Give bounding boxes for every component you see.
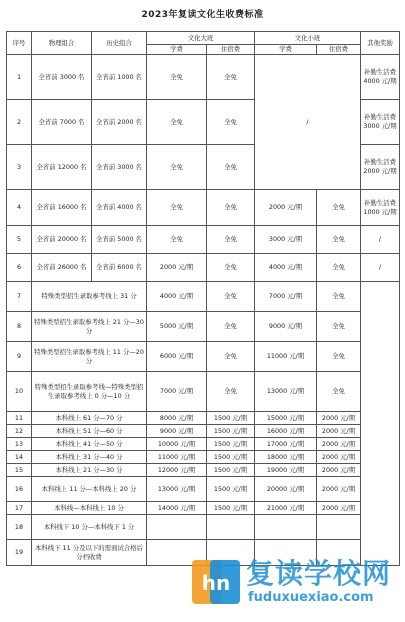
cell-other: 补勤生活费 1000 元/期: [361, 190, 400, 226]
cell-physics: 全省前 26000 名: [32, 254, 92, 282]
table-row: [7, 502, 400, 515]
cell-small-tuition: 17000 元/期: [255, 438, 317, 451]
cell-category: 本科线上 31 分—40 分: [32, 451, 147, 464]
cell-small-tuition: 13000 元/期: [255, 372, 317, 412]
cell-large-tuition: 全免: [147, 55, 207, 100]
cell-no: 6: [7, 254, 32, 282]
cell-no: 17: [7, 502, 32, 515]
table-row: [7, 282, 400, 312]
cell-large-lodging: 全免: [207, 145, 255, 190]
cell-large-tuition: 12000 元/期: [147, 464, 207, 477]
cell-small-lodging: 2000 元/期: [317, 451, 361, 464]
fee-table: [6, 31, 400, 566]
cell-large-tuition: 10000 元/期: [147, 438, 207, 451]
cell-large-tuition: 2000 元/期: [147, 254, 207, 282]
table-row: [7, 342, 400, 372]
cell-category: 特殊类型招生录取参考线—特殊类型招生录取参考线上 0 分—10 分: [32, 372, 147, 412]
cell-large-tuition: 6000 元/期: [147, 342, 207, 372]
cell-large-lodging: 全免: [207, 100, 255, 145]
cell-small-tuition: 15000 元/期: [255, 412, 317, 425]
cell-large-tuition: 13000 元/期: [147, 477, 207, 502]
cell-small-lodging: 全免: [317, 282, 361, 312]
watermark: [192, 552, 402, 612]
cell-no: 9: [7, 342, 32, 372]
cell-no: 7: [7, 282, 32, 312]
cell-small-lodging: 2000 元/期: [317, 502, 361, 515]
cell-small-tuition: 11000 元/期: [255, 342, 317, 372]
cell-category: 本科线下 11 分及以下的需面试合格后分档收费: [32, 540, 147, 566]
cell-other: /: [361, 254, 400, 282]
table-row: [7, 464, 400, 477]
cell-category: 本科线下 10 分—本科线下 1 分: [32, 515, 147, 540]
cell-large-tuition: 9000 元/期: [147, 425, 207, 438]
cell-large-tuition: 8000 元/期: [147, 412, 207, 425]
cell-no: 5: [7, 226, 32, 254]
cell-small-lodging: 2000 元/期: [317, 425, 361, 438]
cell-large-tuition: [147, 515, 207, 540]
cell-history: 全省前 6000 名: [92, 254, 147, 282]
cell-no: 4: [7, 190, 32, 226]
cell-other: /: [361, 226, 400, 254]
table-row: [7, 438, 400, 451]
cell-no: 15: [7, 464, 32, 477]
cell-category: 特殊类型招生录取参考线上 11 分—20 分: [32, 342, 147, 372]
cell-large-lodging: 全免: [207, 190, 255, 226]
cell-physics: 全省前 16000 名: [32, 190, 92, 226]
cell-small-tuition: 9000 元/期: [255, 312, 317, 342]
cell-small-lodging: 2000 元/期: [317, 464, 361, 477]
table-row: [7, 312, 400, 342]
cell-physics: 全省前 20000 名: [32, 226, 92, 254]
cell-large-tuition: 全免: [147, 190, 207, 226]
cell-no: 3: [7, 145, 32, 190]
cell-large-tuition: 5000 元/期: [147, 312, 207, 342]
cell-history: 全省前 5000 名: [92, 226, 147, 254]
cell-small-lodging: 全免: [317, 190, 361, 226]
cell-category: 本科线上 51 分—60 分: [32, 425, 147, 438]
cell-small-tuition: [255, 515, 317, 540]
cell-large-lodging: 1500 元/期: [207, 464, 255, 477]
cell-large-tuition: 全免: [147, 145, 207, 190]
watermark-url: fuduxuexiao.com: [248, 590, 374, 605]
cell-category: 本科线—本科线上 10 分: [32, 502, 147, 515]
cell-large-lodging: 1500 元/期: [207, 451, 255, 464]
cell-physics: 全省前 12000 名: [32, 145, 92, 190]
cell-large-lodging: 1500 元/期: [207, 438, 255, 451]
cell-large-lodging: 1500 元/期: [207, 425, 255, 438]
cell-category: 特殊类型招生录取参考线上 31 分: [32, 282, 147, 312]
header-physics: 物理组合: [32, 32, 92, 55]
cell-small-lodging: 全免: [317, 342, 361, 372]
cell-large-lodging: 1500 元/期: [207, 477, 255, 502]
page-title: 2023年复读文化生收费标准: [141, 10, 264, 20]
cell-small-lodging: 2000 元/期: [317, 412, 361, 425]
header-small-lodging: 住宿费: [317, 45, 361, 55]
cell-no: 1: [7, 55, 32, 100]
header-large-class: 文化大班: [147, 32, 255, 45]
cell-no: 18: [7, 515, 32, 540]
header-other: 其他奖励: [361, 32, 400, 55]
cell-small-tuition: 7000 元/期: [255, 282, 317, 312]
cell-small-lodging: 全免: [317, 372, 361, 412]
cell-history: 全省前 4000 名: [92, 190, 147, 226]
header-large-tuition: 学费: [147, 45, 207, 55]
cell-history: 全省前 3000 名: [92, 145, 147, 190]
table-row: [7, 55, 400, 100]
cell-large-lodging: 1500 元/期: [207, 412, 255, 425]
table-row: [7, 190, 400, 226]
cell-small-lodging: 2000 元/期: [317, 438, 361, 451]
hn-logo-icon: [192, 558, 240, 606]
watermark-brand: 复读学校网: [246, 557, 392, 590]
cell-small-tuition: 20000 元/期: [255, 477, 317, 502]
cell-large-lodging: 全免: [207, 342, 255, 372]
cell-other-merged: [361, 282, 400, 566]
header-small-class: 文化小班: [255, 32, 361, 45]
cell-no: 10: [7, 372, 32, 412]
header-small-tuition: 学费: [255, 45, 317, 55]
cell-large-lodging: 1500 元/期: [207, 502, 255, 515]
cell-category: 特殊类型招生录取参考线上 21 分—30 分: [32, 312, 147, 342]
header-seq: 序号: [7, 32, 32, 55]
cell-history: 全省前 1000 名: [92, 55, 147, 100]
cell-large-lodging: 全免: [207, 372, 255, 412]
cell-small-lodging: 全免: [317, 312, 361, 342]
cell-other: 补勤生活费 3000 元/期: [361, 100, 400, 145]
cell-small-lodging: 2000 元/期: [317, 477, 361, 502]
cell-category: 本科线上 61 分—70 分: [32, 412, 147, 425]
cell-small-lodging: 全免: [317, 254, 361, 282]
cell-small-tuition: 21000 元/期: [255, 502, 317, 515]
table-row: [7, 425, 400, 438]
cell-large-tuition: 4000 元/期: [147, 282, 207, 312]
cell-no: 13: [7, 438, 32, 451]
cell-no: 8: [7, 312, 32, 342]
cell-small-tuition: 2000 元/期: [255, 190, 317, 226]
cell-physics: 全省前 3000 名: [32, 55, 92, 100]
cell-large-tuition: 全免: [147, 226, 207, 254]
cell-other: 补勤生活费 2000 元/期: [361, 145, 400, 190]
cell-large-tuition: 14000 元/期: [147, 502, 207, 515]
cell-no: 12: [7, 425, 32, 438]
cell-large-tuition: 7000 元/期: [147, 372, 207, 412]
table-row: [7, 226, 400, 254]
cell-small-tuition: 19000 元/期: [255, 464, 317, 477]
cell-small-lodging: [317, 515, 361, 540]
table-row: [7, 451, 400, 464]
cell-small-tuition: 3000 元/期: [255, 226, 317, 254]
cell-large-lodging: 全免: [207, 282, 255, 312]
cell-small-class-merged: /: [255, 55, 361, 190]
table-row: [7, 372, 400, 412]
cell-large-lodging: 全免: [207, 55, 255, 100]
cell-no: 16: [7, 477, 32, 502]
cell-category: 本科线上 11 分—本科线上 20 分: [32, 477, 147, 502]
cell-no: 19: [7, 540, 32, 566]
cell-large-lodging: 全免: [207, 254, 255, 282]
cell-large-tuition: 全免: [147, 100, 207, 145]
cell-small-tuition: 18000 元/期: [255, 451, 317, 464]
cell-large-lodging: [207, 515, 255, 540]
table-row: [7, 254, 400, 282]
cell-large-lodging: 全免: [207, 226, 255, 254]
table-row: [7, 412, 400, 425]
cell-small-lodging: 全免: [317, 226, 361, 254]
cell-small-tuition: 16000 元/期: [255, 425, 317, 438]
cell-small-tuition: 4000 元/期: [255, 254, 317, 282]
cell-history: 全省前 2000 名: [92, 100, 147, 145]
logo-text: hn: [201, 571, 231, 595]
cell-physics: 全省前 7000 名: [32, 100, 92, 145]
cell-category: 本科线上 41 分—50 分: [32, 438, 147, 451]
table-row: [7, 477, 400, 502]
cell-large-lodging: 全免: [207, 312, 255, 342]
table-row: [7, 515, 400, 540]
header-history: 历史组合: [92, 32, 147, 55]
cell-no: 11: [7, 412, 32, 425]
cell-other: 补勤生活费 4000 元/期: [361, 55, 400, 100]
header-large-lodging: 住宿费: [207, 45, 255, 55]
cell-no: 14: [7, 451, 32, 464]
cell-category: 本科线上 21 分—30 分: [32, 464, 147, 477]
cell-large-tuition: 11000 元/期: [147, 451, 207, 464]
cell-no: 2: [7, 100, 32, 145]
